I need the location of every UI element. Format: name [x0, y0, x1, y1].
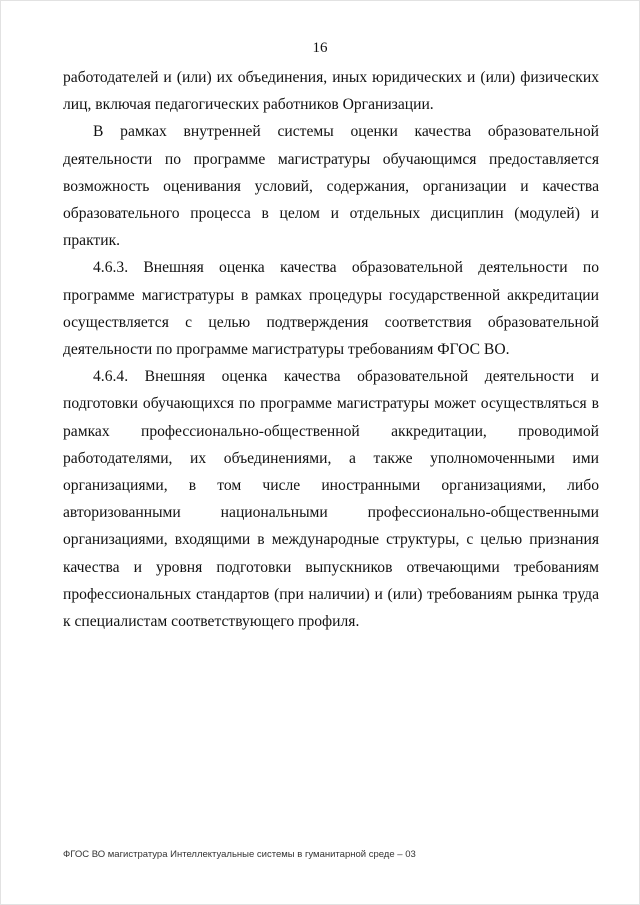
paragraph-continuation: работодателей и (или) их объединения, иных юридических и (или) физических лиц, включая педагогических работников Организации.: [63, 69, 599, 114]
paragraph-4-6-3: 4.6.3. Внешняя оценка качества образовательной деятельности по программе магистратуры в рамках процедуры государственной аккредитации осуществляется с целью подтверждения соответствия образовательной деятельности по программе магистратуры требованиям ФГОС ВО.: [63, 259, 599, 359]
document-body: [63, 64, 599, 635]
page-footer: ФГОС ВО магистратура Интеллектуальные системы в гуманитарной среде – 03: [63, 849, 416, 860]
paragraph-4-6-4: 4.6.4. Внешняя оценка качества образовательной деятельности и подготовки обучающихся по программе магистратуры может осуществляться в рамках профессионально-общественной аккредитации, проводимой работодателями, их объединениями, а также уполномоченными ими организациями, в том числе иностранными организациями, либо авторизованными национальными профессионально-общественными организациями, входящими в международные структуры, с целью признания качества и уровня подготовки выпускников отвечающими требованиям профессиональных стандартов (при наличии) и (или) требованиям рынка труда к специалистам соответствующего профиля.: [63, 368, 599, 631]
paragraph-internal-assessment: В рамках внутренней системы оценки качества образовательной деятельности по программе магистратуры обучающимся предоставляется возможность оценивания условий, содержания, организации и качества образовательного процесса в целом и отдельных дисциплин (модулей) и практик.: [63, 123, 599, 250]
page-number: 16: [312, 40, 328, 56]
